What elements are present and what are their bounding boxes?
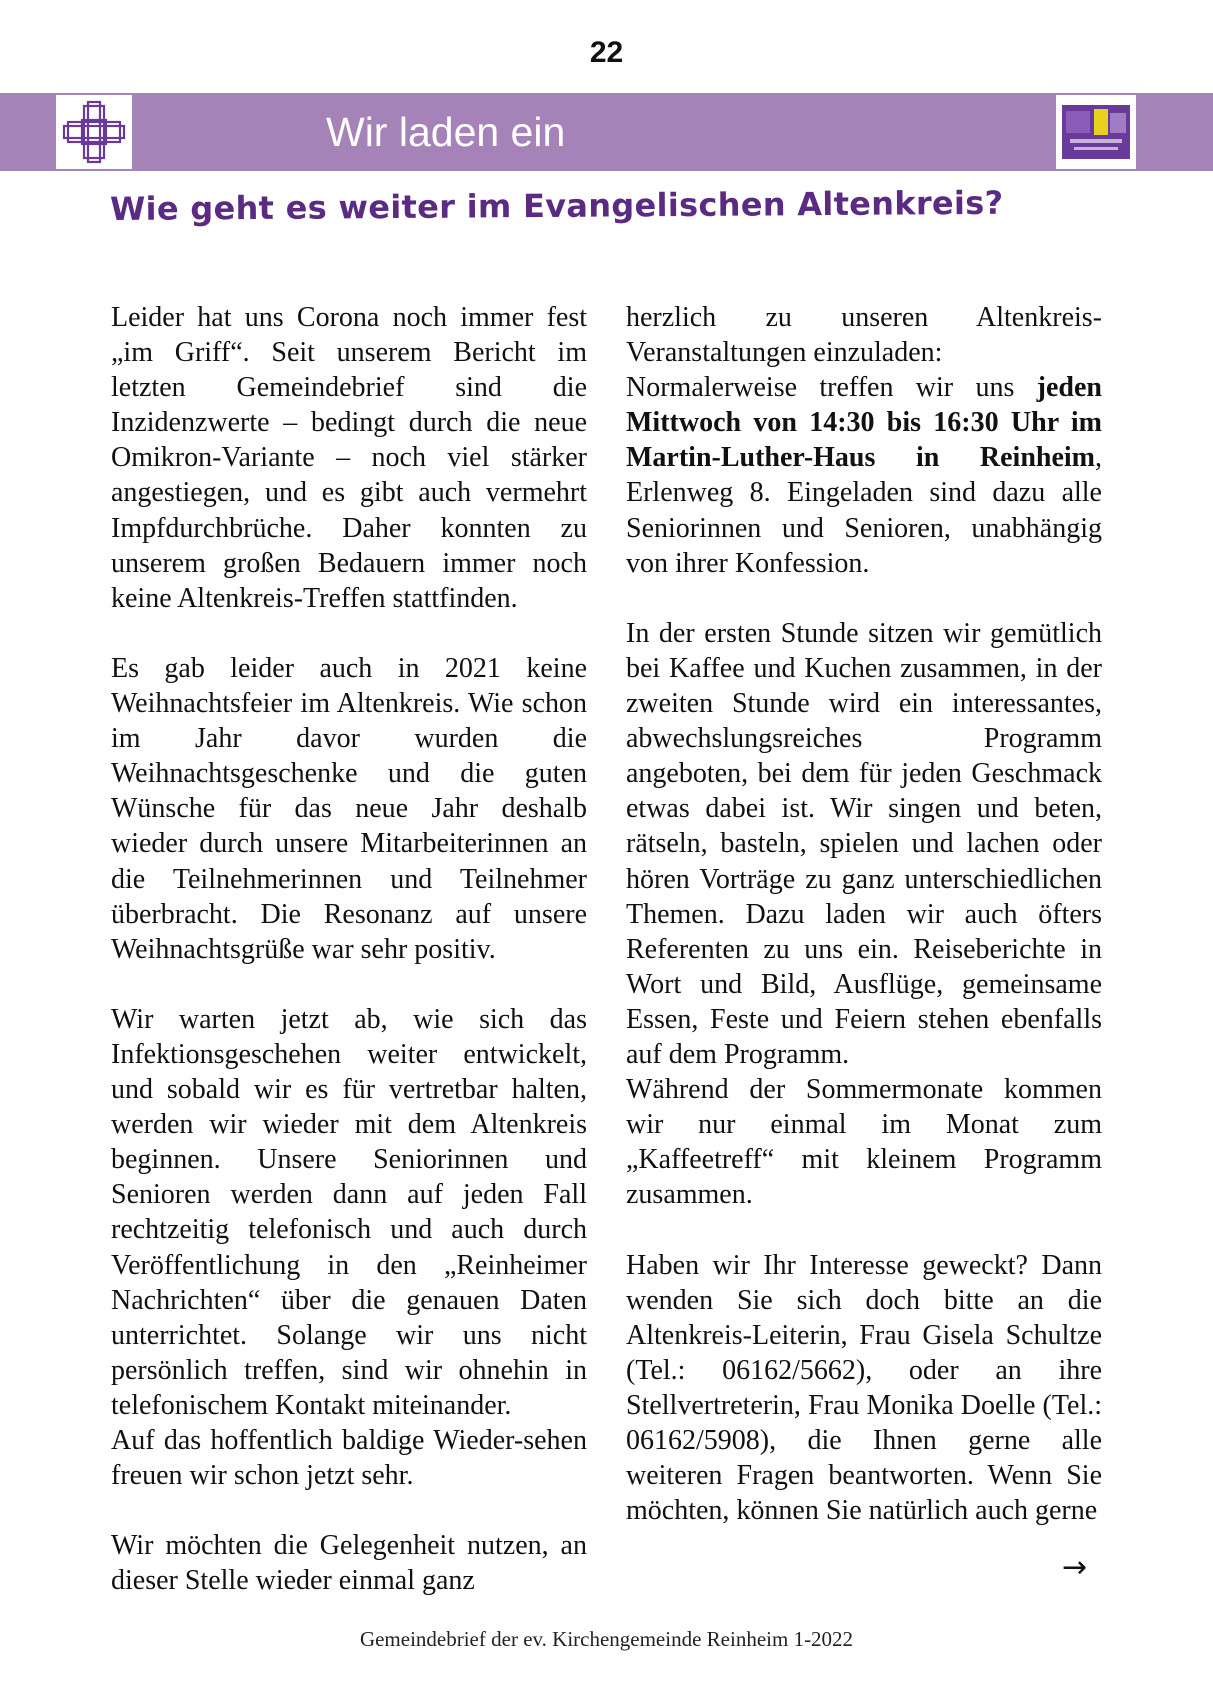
meeting-intro: Normalerweise treffen wir uns — [626, 372, 1015, 404]
paragraph: Auf das hoffentlich baldige Wieder-sehen freuen wir schon jetzt sehr. — [111, 1425, 587, 1492]
continue-arrow-icon: → — [1062, 1550, 1088, 1585]
page-footer: Gemeindebrief der ev. Kirchengemeinde Reinheim 1-2022 — [359, 1627, 854, 1651]
paragraph: Während der Sommermonate kommen wir nur einmal im Monat zum „Kaffeetreff“ mit kleinem Programm zusammen. — [626, 1074, 1102, 1211]
paragraph: Wir möchten die Gelegenheit nutzen, an dieser Stelle wieder einmal ganz — [111, 1530, 587, 1597]
cross-logo-icon — [56, 95, 132, 169]
paragraph: In der ersten Stunde sitzen wir gemütlich bei Kaffee und Kuchen zusammen, in der zweiten Stunde wird ein interessantes, abwechslungsreiches Programm angeboten, bei dem für jeden Geschmack etwas dabei ist. Wir singen und beten, rätseln, basteln, spielen und lachen oder hören Vorträge zu ganz unterschiedlichen Themen. Dazu laden wir auch öfters Referenten zu uns ein. Reiseberichte in Wort und Bild, Ausflüge, gemeinsame Essen, Feste und Feiern stehen ebenfalls auf dem Programm. — [626, 617, 1102, 1070]
paragraph: Wir warten jetzt ab, wie sich das Infektionsgeschehen weiter entwickelt, und sobald wir es für vertretbar halten, werden wir wieder mit dem Altenkreis beginnen. Unsere Seniorinnen und Senioren werden dann auf jeden Fall rechtzeitig telefonisch und auch durch Veröffentlichung in den „Reinheimer Nachrichten“ über die genauen Daten unterrichtet. Solange wir uns nicht persönlich treffen, sind wir ohnehin in telefonischem Kontakt miteinander. — [111, 1003, 587, 1421]
article-heading: Wie geht es weiter im Evangelischen Altenkreis? — [109, 183, 1004, 228]
section-title: Wir laden ein — [326, 109, 566, 155]
group-photo-logo-icon — [1056, 95, 1136, 169]
paragraph — [626, 370, 1102, 581]
paragraph: Haben wir Ihr Interesse geweckt? Dann wenden Sie sich doch bitte an die Altenkreis-Leiterin, Frau Gisela Schultze (Tel.: 06162/5662), oder an ihre Stellvertreterin, Frau Monika Doelle (Tel.: 06162/5908), die Ihnen gerne alle weiteren Fragen beantworten. Wenn Sie möchten, können Sie natürlich auch gerne — [626, 1249, 1102, 1527]
paragraph: Leider hat uns Corona noch immer fest „im Griff“. Seit unserem Bericht im letzten Gemeindebrief sind die Inzidenzwerte – bedingt durch die neue Omikron-Variante – noch viel stärker angestiegen, und es gibt auch vermehrt Impfdurchbrüche. Daher konnten zu unserem großen Bedauern immer noch keine Altenkreis-Treffen stattfinden. — [111, 302, 587, 614]
header-band — [0, 93, 1213, 171]
left-column — [111, 300, 587, 1598]
page-number: 22 — [589, 36, 624, 69]
paragraph: herzlich zu unseren Altenkreis-Veranstaltungen einzuladen: — [626, 302, 1102, 369]
meeting-time-highlight: jeden Mittwoch von 14:30 bis 16:30 Uhr im Martin-Luther-Haus in Reinheim — [626, 372, 1102, 474]
paragraph: Es gab leider auch in 2021 keine Weihnachtsfeier im Altenkreis. Wie schon im Jahr davor wurden die Weihnachtsgeschenke und die guten Wünsche für das neue Jahr deshalb wieder durch unsere Mitarbeiterinnen an die Teilnehmerinnen und Teilnehmer überbracht. Die Resonanz auf unsere Weihnachtsgrüße war sehr positiv. — [111, 652, 587, 965]
right-column — [626, 300, 1102, 1528]
meeting-details: , Erlenweg 8. Eingeladen sind dazu alle Seniorinnen und Senioren, unabhängig von ihrer Konfession. — [626, 442, 1102, 579]
